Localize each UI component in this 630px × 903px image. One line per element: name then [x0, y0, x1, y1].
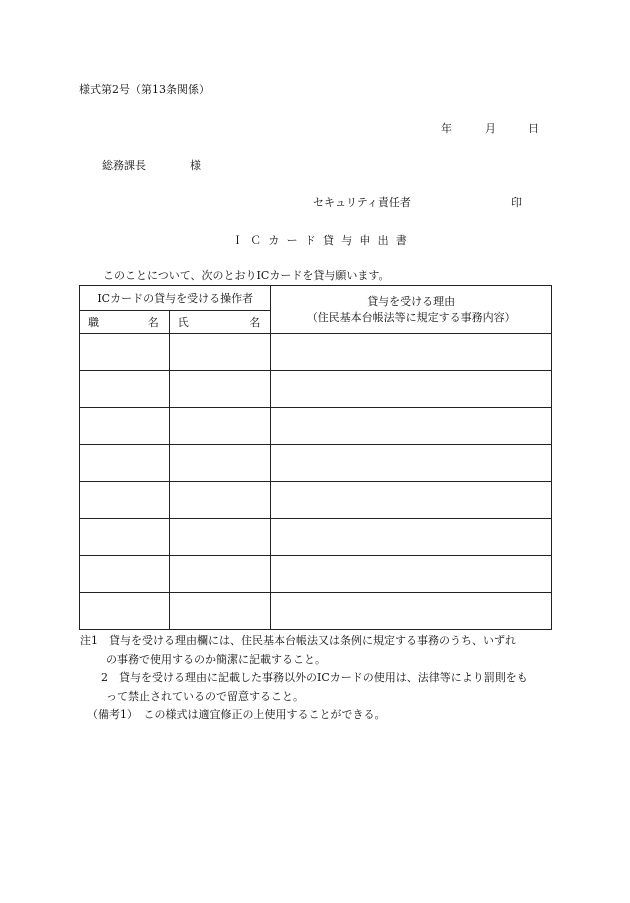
- position-header: [80, 311, 170, 334]
- addressee-honorific: 様: [190, 159, 201, 172]
- reason-header: [271, 286, 552, 334]
- reason-cell[interactable]: [271, 334, 552, 371]
- table-row: [80, 371, 552, 408]
- remark: （備考1） この様式は適宜修正の上使用することができる。: [87, 708, 386, 721]
- operator-group-header: ICカードの貸与を受ける操作者: [80, 286, 271, 311]
- table-row: [80, 334, 552, 371]
- name-cell[interactable]: [169, 408, 271, 445]
- reason-cell[interactable]: [271, 371, 552, 408]
- reason-header-line1: 貸与を受ける理由: [367, 294, 456, 308]
- table-row: [80, 519, 552, 556]
- note-2-line-1: 2 貸与を受ける理由に記載した事務以外のICカードの使用は、法律等により罰則をも: [101, 671, 528, 684]
- name-cell[interactable]: [169, 371, 271, 408]
- table-row: [80, 408, 552, 445]
- table-row: [80, 556, 552, 593]
- addressee: [102, 157, 201, 173]
- reason-cell[interactable]: [271, 482, 552, 519]
- name-header-char1: 氏: [177, 316, 189, 329]
- form-number: 様式第2号（第13条関係）: [79, 83, 210, 96]
- intro-text: このことについて、次のとおりICカードを貸与願います。: [103, 269, 390, 282]
- addressee-title: 総務課長: [102, 159, 146, 172]
- name-cell[interactable]: [169, 482, 271, 519]
- date-month-label: 月: [485, 122, 496, 135]
- note-1-line-1: 注1 貸与を受ける理由欄には、住民基本台帳法又は条例に規定する事務のうち、いずれ: [80, 634, 516, 647]
- position-cell[interactable]: [80, 445, 170, 482]
- table-row: [80, 482, 552, 519]
- position-cell[interactable]: [80, 593, 170, 630]
- reason-cell[interactable]: [271, 445, 552, 482]
- table-row: [80, 445, 552, 482]
- reason-cell[interactable]: [271, 408, 552, 445]
- date-year-label: 年: [441, 122, 452, 135]
- position-header-char2: 名: [147, 316, 159, 329]
- date-day-label: 日: [528, 122, 539, 135]
- position-header-char1: 職: [88, 316, 99, 329]
- position-cell[interactable]: [80, 371, 170, 408]
- position-cell[interactable]: [80, 334, 170, 371]
- name-cell[interactable]: [169, 519, 271, 556]
- notes: [80, 632, 560, 725]
- name-cell[interactable]: [169, 556, 271, 593]
- name-header-char2: 名: [249, 316, 261, 329]
- document-title: ＩＣカード貸与申出書: [232, 234, 414, 247]
- seal-mark: 印: [511, 196, 522, 209]
- reason-cell[interactable]: [271, 593, 552, 630]
- position-cell[interactable]: [80, 556, 170, 593]
- reason-cell[interactable]: [271, 556, 552, 593]
- applicant-title: セキュリティ責任者: [313, 196, 411, 209]
- name-cell[interactable]: [169, 334, 271, 371]
- reason-cell[interactable]: [271, 519, 552, 556]
- name-header: [169, 311, 271, 334]
- name-cell[interactable]: [169, 445, 271, 482]
- note-2-line-2: って禁止されているので留意すること。: [106, 689, 304, 703]
- table-row: [80, 593, 552, 630]
- name-cell[interactable]: [169, 593, 271, 630]
- date-line: [441, 120, 539, 136]
- card-loan-table: [79, 285, 552, 630]
- position-cell[interactable]: [80, 519, 170, 556]
- position-cell[interactable]: [80, 482, 170, 519]
- reason-header-line2: （住民基本台帳法等に規定する事務内容）: [306, 310, 516, 324]
- position-cell[interactable]: [80, 408, 170, 445]
- note-1-line-2: の事務で使用するのか簡潔に記載すること。: [106, 652, 326, 666]
